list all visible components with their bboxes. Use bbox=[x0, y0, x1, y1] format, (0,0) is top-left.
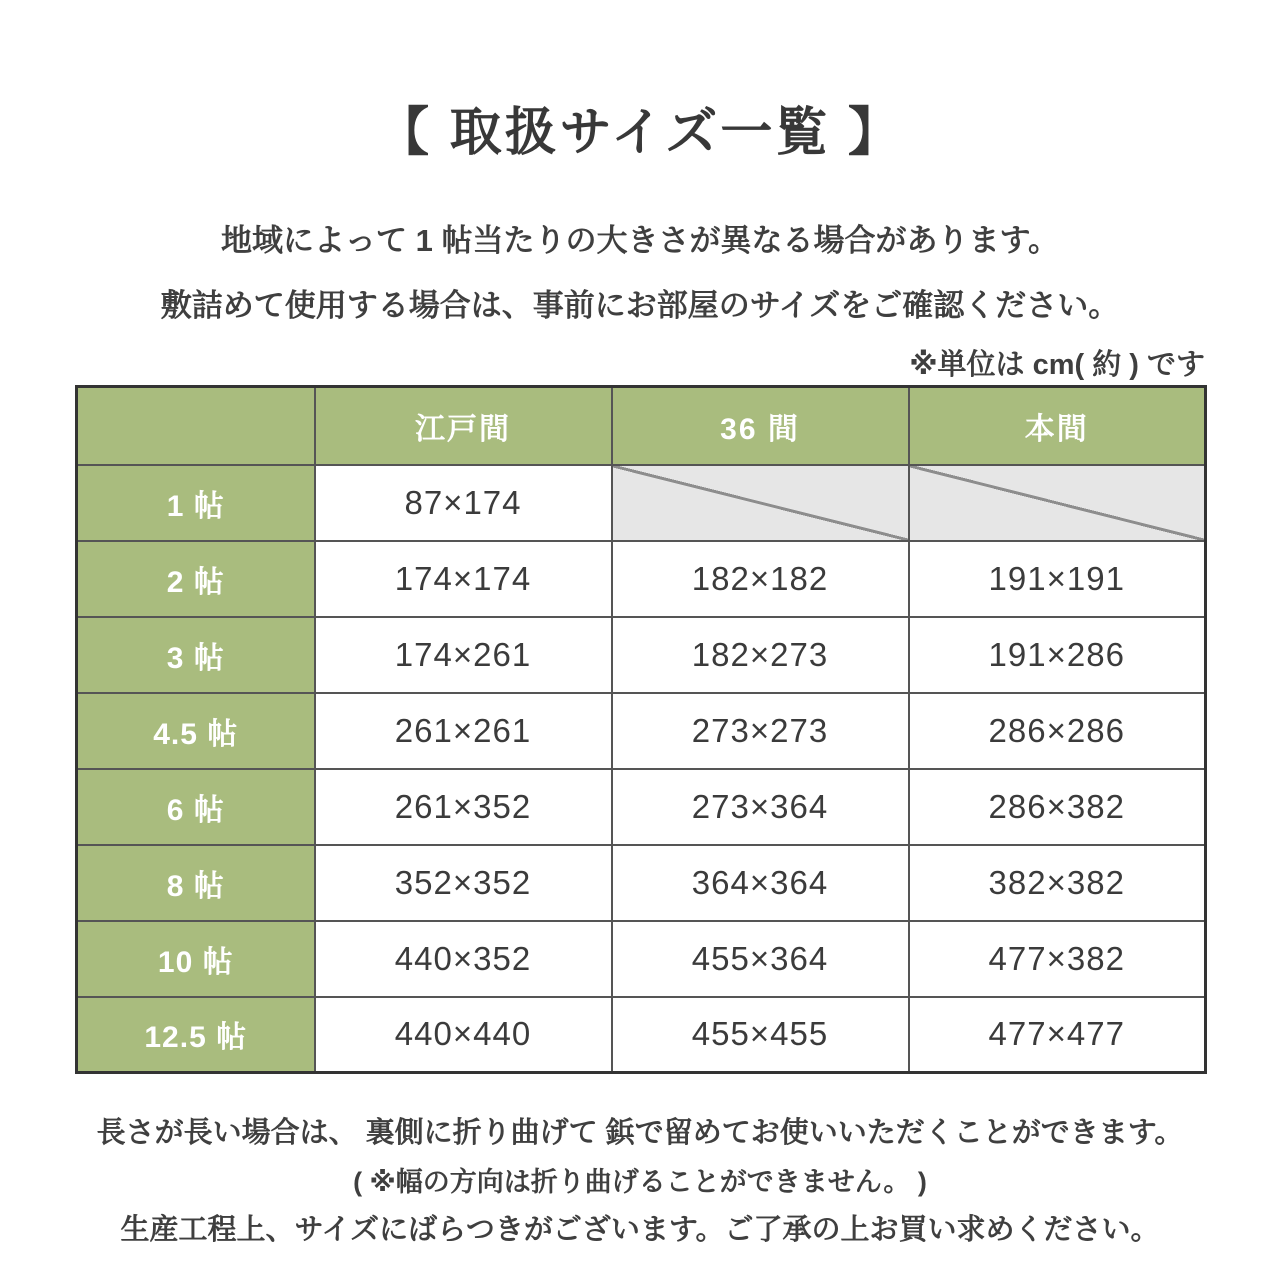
subtitle bbox=[0, 208, 1280, 338]
table-row bbox=[77, 693, 1206, 769]
row-label: 1 帖 bbox=[77, 465, 315, 541]
size-value-cell: 455×364 bbox=[612, 921, 909, 997]
empty-cell-slash bbox=[612, 465, 909, 541]
row-label: 4.5 帖 bbox=[77, 693, 315, 769]
footer-note-3: 生産工程上、サイズにばらつきがございます。ご了承の上お買い求めください。 bbox=[120, 1214, 1160, 1246]
size-value-cell: 87×174 bbox=[315, 465, 612, 541]
unit-note: ※単位は cm( 約 ) です bbox=[909, 349, 1205, 381]
subtitle-line-1: 地域によって 1 帖当たりの大きさが異なる場合があります。 bbox=[221, 223, 1059, 258]
table-row bbox=[77, 617, 1206, 693]
size-table-body bbox=[77, 465, 1206, 1073]
row-label: 12.5 帖 bbox=[77, 997, 315, 1073]
size-value-cell: 261×352 bbox=[315, 769, 612, 845]
table-row bbox=[77, 845, 1206, 921]
size-value-cell: 382×382 bbox=[909, 845, 1206, 921]
size-value-cell: 273×364 bbox=[612, 769, 909, 845]
row-label: 10 帖 bbox=[77, 921, 315, 997]
column-header-edoma: 江戸間 bbox=[315, 387, 612, 465]
subtitle-line-2: 敷詰めて使用する場合は、事前にお部屋のサイズをご確認ください。 bbox=[160, 288, 1120, 323]
footer-note-2: ( ※幅の方向は折り曲げることができません。 ) bbox=[353, 1167, 927, 1197]
row-label: 8 帖 bbox=[77, 845, 315, 921]
empty-cell-slash bbox=[909, 465, 1206, 541]
size-value-cell: 477×477 bbox=[909, 997, 1206, 1073]
row-label: 3 帖 bbox=[77, 617, 315, 693]
size-value-cell: 286×286 bbox=[909, 693, 1206, 769]
size-value-cell: 273×273 bbox=[612, 693, 909, 769]
table-row bbox=[77, 541, 1206, 617]
size-value-cell: 261×261 bbox=[315, 693, 612, 769]
size-value-cell: 364×364 bbox=[612, 845, 909, 921]
column-header-36ma: 36 間 bbox=[612, 387, 909, 465]
size-value-cell: 174×261 bbox=[315, 617, 612, 693]
size-value-cell: 477×382 bbox=[909, 921, 1206, 997]
size-value-cell: 440×440 bbox=[315, 997, 612, 1073]
size-value-cell: 352×352 bbox=[315, 845, 612, 921]
row-label: 6 帖 bbox=[77, 769, 315, 845]
size-value-cell: 182×273 bbox=[612, 617, 909, 693]
table-row bbox=[77, 769, 1206, 845]
row-label: 2 帖 bbox=[77, 541, 315, 617]
page-title: 【 取扱サイズ一覧 】 bbox=[377, 104, 903, 162]
size-table bbox=[75, 385, 1207, 1074]
column-header-honma: 本間 bbox=[909, 387, 1206, 465]
footer-note-1: 長さが長い場合は、 裏側に折り曲げて 鋲で留めてお使いいただくことができます。 bbox=[96, 1117, 1184, 1149]
table-header-row bbox=[77, 387, 1206, 465]
table-row bbox=[77, 465, 1206, 541]
size-value-cell: 286×382 bbox=[909, 769, 1206, 845]
table-corner-cell bbox=[77, 387, 315, 465]
size-value-cell: 182×182 bbox=[612, 541, 909, 617]
table-row bbox=[77, 997, 1206, 1073]
size-value-cell: 191×286 bbox=[909, 617, 1206, 693]
size-value-cell: 440×352 bbox=[315, 921, 612, 997]
size-value-cell: 191×191 bbox=[909, 541, 1206, 617]
size-value-cell: 455×455 bbox=[612, 997, 909, 1073]
table-row bbox=[77, 921, 1206, 997]
size-value-cell: 174×174 bbox=[315, 541, 612, 617]
